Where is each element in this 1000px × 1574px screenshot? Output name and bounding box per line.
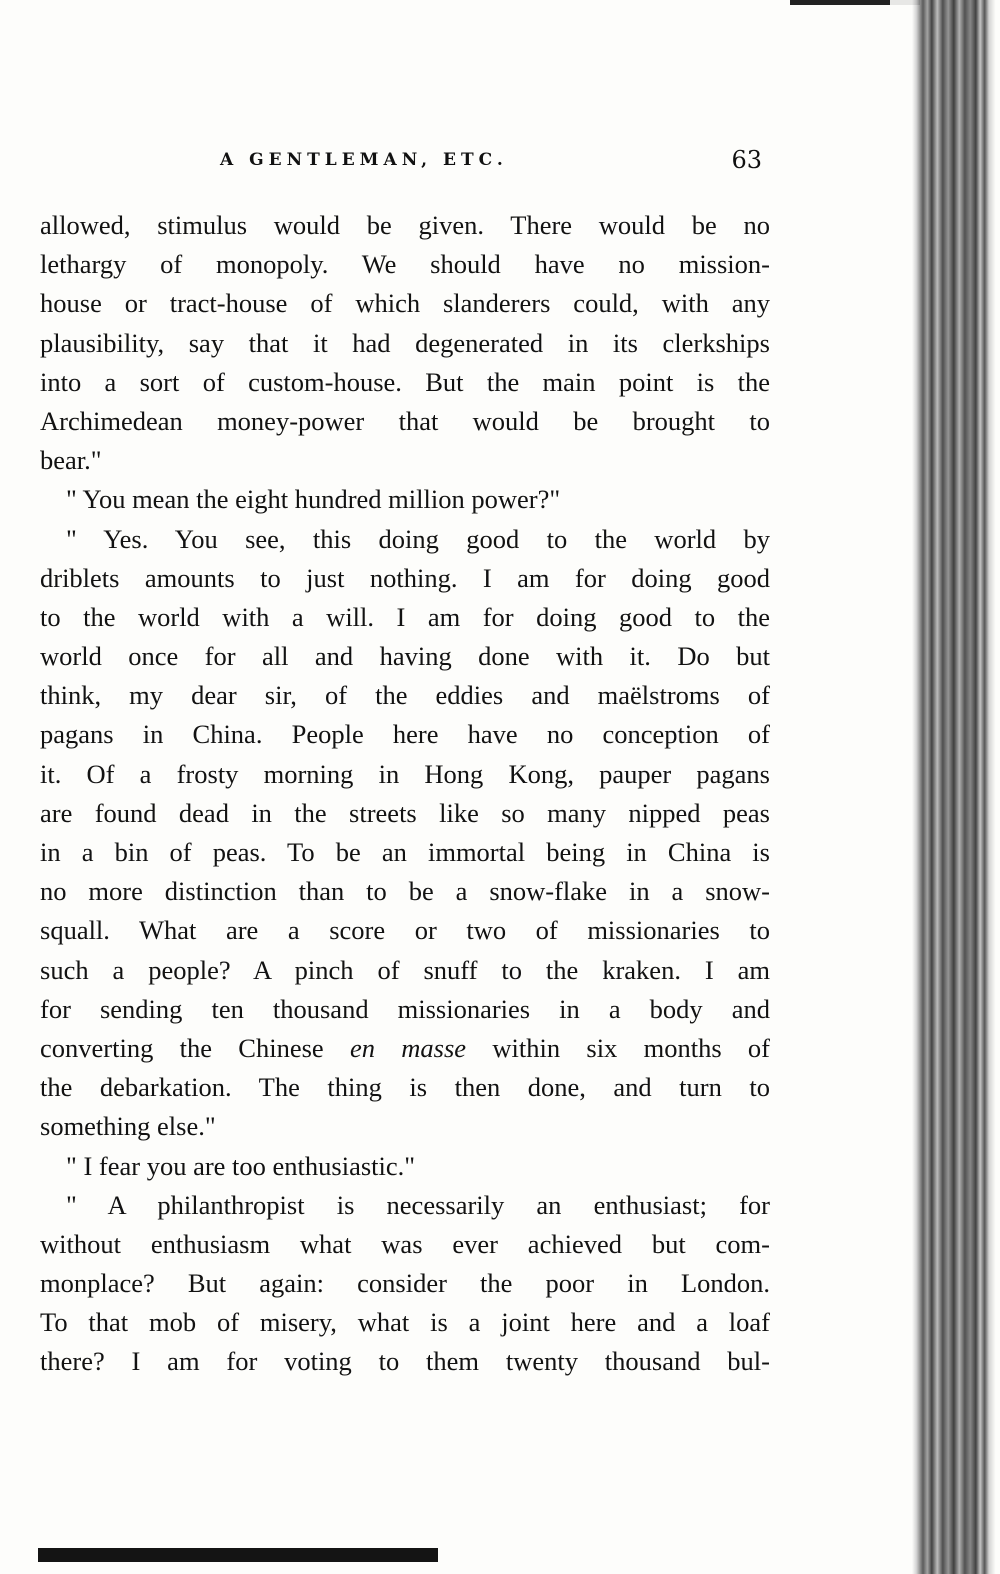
text-segment: converting the Chinese — [40, 1032, 324, 1063]
text-line: To that mob of misery, what is a joint here and a loaf — [40, 1307, 770, 1338]
text-line: " Yes. You see, this doing good to the world by — [66, 523, 770, 554]
text-line: " I fear you are too enthusiastic." — [66, 1150, 416, 1181]
running-head: A GENTLEMAN, ETC. — [220, 150, 508, 170]
page-header — [40, 146, 770, 178]
body-text — [40, 206, 770, 1382]
text-line: into a sort of custom-house. But the main point is the — [40, 366, 770, 397]
text-line: plausibility, say that it had degenerated in its clerkships — [40, 327, 770, 358]
text-line: to the world with a will. I am for doing good to the — [40, 601, 770, 632]
text-line: think, my dear sir, of the eddies and maëlstroms of — [40, 680, 770, 711]
text-line: monplace? But again: consider the poor in London. — [40, 1268, 770, 1299]
text-line: bear." — [40, 445, 102, 476]
text-line: squall. What are a score or two of missionaries to — [40, 915, 770, 946]
text-segment: within six months of — [492, 1032, 771, 1063]
text-line: house or tract-house of which slanderers could, with any — [40, 288, 770, 319]
text-line: pagans in China. People here have no conception of — [40, 719, 770, 750]
text-line: such a people? A pinch of snuff to the kraken. I am — [40, 954, 770, 985]
text-line: " A philanthropist is necessarily an enthusiast; for — [66, 1189, 770, 1220]
text-line: allowed, stimulus would be given. There would be no — [40, 210, 770, 240]
text-line: are found dead in the streets like so many nipped peas — [40, 797, 770, 828]
text-line: driblets amounts to just nothing. I am for doing good — [40, 562, 770, 593]
text-line: world once for all and having done with it. Do but — [40, 641, 770, 672]
text-line: lethargy of monopoly. We should have no mission- — [40, 249, 770, 280]
text-line: " You mean the eight hundred million power?" — [66, 484, 561, 515]
page-number: 63 — [731, 146, 762, 174]
text-line: for sending ten thousand missionaries in a body and — [40, 993, 770, 1024]
text-line: in a bin of peas. To be an immortal being in China is — [40, 837, 770, 867]
book-spine-shadow — [890, 0, 1000, 1574]
text-line: it. Of a frosty morning in Hong Kong, pauper pagans — [40, 758, 770, 789]
text-line: the debarkation. The thing is then done, and turn to — [40, 1072, 770, 1103]
text-line: without enthusiasm what was ever achieved but com- — [40, 1228, 770, 1259]
text-line: there? I am for voting to them twenty thousand bul- — [40, 1346, 770, 1377]
italic-phrase: en masse — [349, 1032, 467, 1063]
bottom-edge-mark — [38, 1548, 438, 1562]
text-line: Archimedean money-power that would be brought to — [40, 405, 770, 436]
text-line: something else." — [40, 1111, 216, 1142]
text-line-with-italic — [40, 1029, 770, 1068]
text-line: no more distinction than to be a snow-flake in a snow- — [40, 876, 770, 907]
